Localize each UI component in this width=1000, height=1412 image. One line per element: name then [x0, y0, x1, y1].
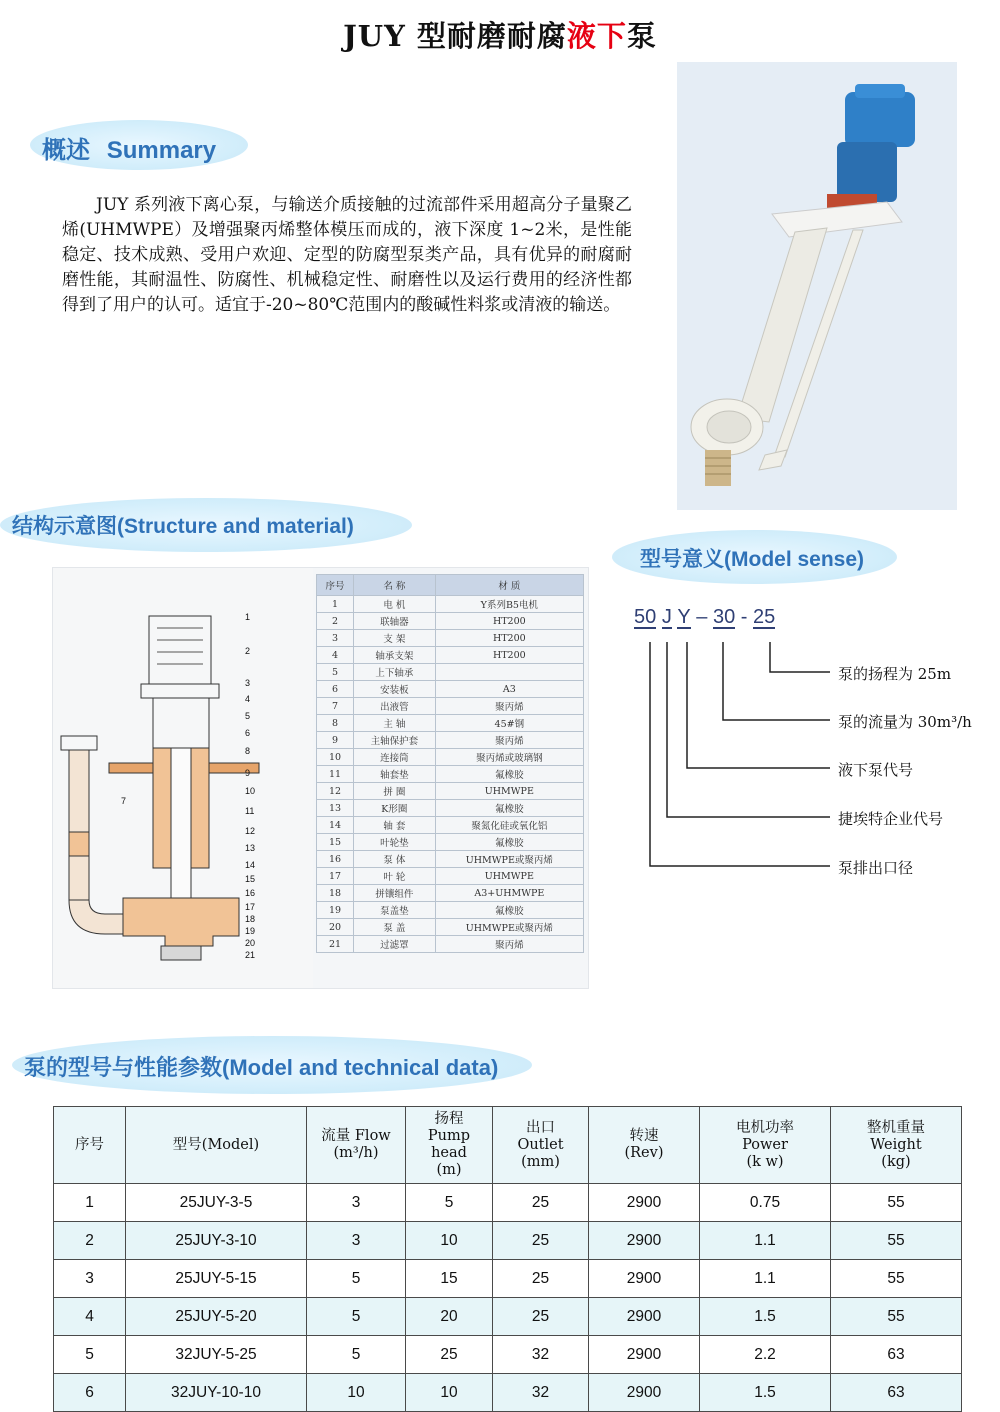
cell-head: 15	[406, 1260, 493, 1298]
cell-flow: 3	[307, 1184, 406, 1222]
part-no: 5	[317, 664, 354, 681]
model-sense-head: 泵的扬程为 25m	[838, 665, 952, 683]
part-no: 4	[317, 647, 354, 664]
cell-flow: 5	[307, 1298, 406, 1336]
tech-header-row	[54, 1107, 962, 1184]
model-sense-heading-en: (Model sense)	[724, 548, 865, 571]
callout-label: 3	[245, 678, 251, 688]
part-material: 聚氮化硅或氧化铝	[435, 817, 583, 834]
cell-no: 6	[54, 1374, 126, 1412]
parts-row	[317, 732, 584, 749]
header-outlet	[493, 1107, 589, 1184]
part-material: UHMWPE	[435, 783, 583, 800]
cell-rev: 2900	[589, 1260, 700, 1298]
parts-row	[317, 613, 584, 630]
header-flow	[307, 1107, 406, 1184]
cell-flow: 3	[307, 1222, 406, 1260]
cell-weight: 55	[831, 1260, 962, 1298]
part-name: 轴 套	[354, 817, 436, 834]
cell-model: 25JUY-5-15	[126, 1260, 307, 1298]
cell-head: 10	[406, 1374, 493, 1412]
cell-power: 1.1	[700, 1222, 831, 1260]
callout-label: 19	[245, 926, 256, 936]
callout-label: 11	[245, 806, 255, 816]
structure-heading	[12, 510, 354, 540]
header-line: Weight	[870, 1136, 922, 1153]
callout-label: 12	[245, 826, 256, 836]
part-no: 9	[317, 732, 354, 749]
part-material: 聚丙烯	[435, 732, 583, 749]
part-no: 14	[317, 817, 354, 834]
pump-cross-section	[53, 568, 313, 988]
cell-model: 25JUY-3-10	[126, 1222, 307, 1260]
part-no: 8	[317, 715, 354, 732]
part-no: 18	[317, 885, 354, 902]
part-material: HT200	[435, 613, 583, 630]
parts-row	[317, 681, 584, 698]
cell-outlet: 25	[493, 1184, 589, 1222]
cell-head: 5	[406, 1184, 493, 1222]
cell-head: 25	[406, 1336, 493, 1374]
summary-heading-en: Summary	[106, 137, 217, 164]
cell-no: 2	[54, 1222, 126, 1260]
part-name: 泵盖垫	[354, 902, 436, 919]
cell-no: 4	[54, 1298, 126, 1336]
header-weight	[831, 1107, 962, 1184]
parts-row	[317, 817, 584, 834]
cell-rev: 2900	[589, 1184, 700, 1222]
cell-rev: 2900	[589, 1222, 700, 1260]
part-material: UHMWPE	[435, 868, 583, 885]
header-line: 扬程	[434, 1111, 464, 1127]
part-material: A3+UHMWPE	[435, 885, 583, 902]
part-name: 轴承支架	[354, 647, 436, 664]
parts-row	[317, 783, 584, 800]
parts-header-no: 序号	[317, 575, 354, 596]
cell-rev: 2900	[589, 1374, 700, 1412]
callout-label: 17	[245, 902, 256, 912]
cell-model: 25JUY-3-5	[126, 1184, 307, 1222]
parts-row	[317, 902, 584, 919]
part-material: 45#钢	[435, 715, 583, 732]
structure-heading-en: (Structure and material)	[117, 515, 354, 538]
header-line: 整机重量	[867, 1119, 925, 1136]
part-material: Y系列B5电机	[435, 596, 583, 613]
model-sense-flow: 泵的流量为 30m³/h	[838, 713, 972, 731]
cell-outlet: 25	[493, 1260, 589, 1298]
cell-outlet: 32	[493, 1336, 589, 1374]
part-no: 19	[317, 902, 354, 919]
model-sense-heading-cn: 型号意义	[640, 546, 724, 571]
cell-weight: 55	[831, 1184, 962, 1222]
part-no: 17	[317, 868, 354, 885]
parts-row	[317, 919, 584, 936]
header-head	[406, 1107, 493, 1184]
part-name: 电 机	[354, 596, 436, 613]
tech-table	[53, 1106, 962, 1412]
part-name: 上下轴承	[354, 664, 436, 681]
title-prefix: JUY 型耐磨耐腐	[343, 19, 567, 53]
model-sense-connectors	[630, 630, 840, 880]
header-line: 电机功率	[736, 1119, 794, 1136]
cell-flow: 5	[307, 1260, 406, 1298]
summary-paragraph: JUY 系列液下离心泵，与输送介质接触的过流部件采用超高分子量聚乙烯(UHMWPE）及增强聚丙烯整体模压而成的，液下深度 1~2米，是性能稳定、技术成熟、受用户欢迎、定型的防腐型泵类产品，具有优异的耐腐耐磨性能，其耐温性、防腐性、机械稳定性、耐磨性以及运行费用的经济性都得到了用户的认可。适宜于-20~80℃范围内的酸碱性料浆或清液的输送。	[62, 195, 632, 315]
code-head: 25	[753, 606, 776, 628]
title-red: 液下	[566, 19, 627, 53]
parts-row	[317, 868, 584, 885]
product-photo	[677, 62, 957, 510]
cell-weight: 63	[831, 1374, 962, 1412]
part-material: 聚丙烯	[435, 698, 583, 715]
title-suffix: 泵	[626, 19, 657, 53]
parts-row	[317, 664, 584, 681]
callout-label: 8	[245, 746, 251, 756]
part-name: 拼镶组件	[354, 885, 436, 902]
callout-label: 1	[245, 612, 251, 622]
header-line: (Rev)	[624, 1145, 664, 1161]
structure-diagram	[52, 567, 589, 989]
part-name: 出液管	[354, 698, 436, 715]
cell-model: 25JUY-5-20	[126, 1298, 307, 1336]
structure-heading-cn: 结构示意图	[12, 513, 117, 538]
part-no: 21	[317, 936, 354, 953]
callout-label: 9	[245, 768, 251, 778]
part-name: 安装板	[354, 681, 436, 698]
parts-row	[317, 749, 584, 766]
cell-weight: 55	[831, 1298, 962, 1336]
part-no: 6	[317, 681, 354, 698]
part-name: 泵 盖	[354, 919, 436, 936]
cell-no: 1	[54, 1184, 126, 1222]
part-no: 1	[317, 596, 354, 613]
part-material: A3	[435, 681, 583, 698]
callout-label: 4	[245, 694, 251, 704]
part-no: 16	[317, 851, 354, 868]
model-sense-company-code: 捷埃特企业代号	[838, 810, 944, 828]
cell-flow: 10	[307, 1374, 406, 1412]
part-no: 7	[317, 698, 354, 715]
callout-label: 14	[245, 860, 256, 870]
header-line: Power	[742, 1136, 788, 1153]
code-flow: 30	[712, 606, 736, 628]
callout-label: 20	[245, 938, 256, 948]
callout-label: 5	[245, 711, 251, 721]
tech-row	[54, 1222, 962, 1260]
part-material: 氟橡胶	[435, 800, 583, 817]
part-material: 聚丙烯	[435, 936, 583, 953]
callout-label: 10	[245, 786, 256, 796]
tech-row	[54, 1260, 962, 1298]
cell-model: 32JUY-10-10	[126, 1374, 307, 1412]
header-line: (m)	[436, 1162, 462, 1178]
part-name: 主 轴	[354, 715, 436, 732]
part-name: 主轴保护套	[354, 732, 436, 749]
cell-outlet: 32	[493, 1374, 589, 1412]
parts-row	[317, 715, 584, 732]
cell-power: 1.5	[700, 1298, 831, 1336]
tech-row	[54, 1336, 962, 1374]
header-line: (m³/h)	[333, 1145, 379, 1161]
header-model	[126, 1107, 307, 1184]
header-line: 流量 Flow	[321, 1128, 391, 1144]
header-line: head	[431, 1145, 467, 1161]
callout-label: 21	[245, 950, 256, 960]
parts-header-row	[317, 575, 584, 596]
model-sense-heading	[640, 543, 864, 573]
parts-row	[317, 647, 584, 664]
part-name: 叶 轮	[354, 868, 436, 885]
parts-row	[317, 936, 584, 953]
header-line: (mm)	[521, 1153, 560, 1170]
cell-power: 0.75	[700, 1184, 831, 1222]
part-material: 氟橡胶	[435, 766, 583, 783]
tech-row	[54, 1298, 962, 1336]
header-line: 型号(Model)	[172, 1136, 260, 1153]
code-dash: -	[740, 606, 748, 628]
cell-weight: 63	[831, 1336, 962, 1374]
part-material: 氟橡胶	[435, 902, 583, 919]
part-no: 13	[317, 800, 354, 817]
parts-row	[317, 698, 584, 715]
pump-illustration	[677, 62, 957, 510]
code-pump-type: Y	[677, 606, 691, 628]
part-name: 拼 圈	[354, 783, 436, 800]
part-name: 过滤罩	[354, 936, 436, 953]
part-name: 支 架	[354, 630, 436, 647]
cell-power: 2.2	[700, 1336, 831, 1374]
part-no: 3	[317, 630, 354, 647]
tech-heading	[24, 1051, 498, 1082]
cell-weight: 55	[831, 1222, 962, 1260]
part-material: HT200	[435, 647, 583, 664]
part-no: 10	[317, 749, 354, 766]
header-line: Outlet	[517, 1136, 564, 1153]
header-line: 序号	[75, 1136, 104, 1153]
page-title	[0, 14, 1000, 55]
cell-outlet: 25	[493, 1222, 589, 1260]
cell-outlet: 25	[493, 1298, 589, 1336]
callout-label: 16	[245, 888, 256, 898]
model-code	[634, 606, 775, 629]
code-company: J	[661, 606, 672, 628]
tech-row	[54, 1374, 962, 1412]
part-name: 连接筒	[354, 749, 436, 766]
parts-row	[317, 885, 584, 902]
parts-table	[316, 574, 584, 953]
cell-power: 1.5	[700, 1374, 831, 1412]
summary-heading-cn: 概述	[42, 135, 90, 164]
cell-model: 32JUY-5-25	[126, 1336, 307, 1374]
tech-heading-en: (Model and technical data)	[222, 1055, 499, 1080]
summary-heading	[42, 130, 216, 165]
callout-label: 13	[245, 843, 256, 853]
part-name: 轴套垫	[354, 766, 436, 783]
code-outlet-diameter: 50	[634, 606, 657, 628]
part-material: UHMWPE或聚丙烯	[435, 919, 583, 936]
callout-label: 2	[245, 646, 251, 656]
tech-heading-cn: 泵的型号与性能参数	[24, 1055, 223, 1081]
cell-rev: 2900	[589, 1298, 700, 1336]
tech-row	[54, 1184, 962, 1222]
part-name: 联轴器	[354, 613, 436, 630]
header-line: (kg)	[881, 1153, 911, 1170]
part-material: HT200	[435, 630, 583, 647]
header-rev	[589, 1107, 700, 1184]
cell-rev: 2900	[589, 1336, 700, 1374]
part-no: 2	[317, 613, 354, 630]
cell-head: 10	[406, 1222, 493, 1260]
parts-row	[317, 851, 584, 868]
part-material: UHMWPE或聚丙烯	[435, 851, 583, 868]
callout-label: 18	[245, 914, 256, 924]
parts-row	[317, 834, 584, 851]
part-no: 20	[317, 919, 354, 936]
parts-header-name: 名 称	[354, 575, 436, 596]
part-name: 叶轮垫	[354, 834, 436, 851]
header-no	[54, 1107, 126, 1184]
header-line: Pump	[427, 1128, 471, 1144]
callout-label: 6	[245, 728, 251, 738]
cell-power: 1.1	[700, 1260, 831, 1298]
cell-flow: 5	[307, 1336, 406, 1374]
cell-head: 20	[406, 1298, 493, 1336]
part-material: 聚丙烯或玻璃钢	[435, 749, 583, 766]
header-line: 出口	[526, 1119, 555, 1136]
parts-row	[317, 766, 584, 783]
parts-row	[317, 800, 584, 817]
cross-section-drawing	[53, 568, 313, 988]
header-line: (k w)	[746, 1153, 784, 1170]
part-material	[435, 664, 583, 681]
part-no: 15	[317, 834, 354, 851]
parts-row	[317, 596, 584, 613]
header-power	[700, 1107, 831, 1184]
parts-header-material: 材 质	[435, 575, 583, 596]
parts-row	[317, 630, 584, 647]
cell-no: 5	[54, 1336, 126, 1374]
part-no: 12	[317, 783, 354, 800]
part-name: K形圈	[354, 800, 436, 817]
part-name: 泵 体	[354, 851, 436, 868]
cell-no: 3	[54, 1260, 126, 1298]
model-sense-pump-code: 液下泵代号	[838, 761, 914, 779]
callout-label: 15	[245, 874, 256, 884]
code-dash: –	[696, 606, 708, 628]
callout-label: 7	[121, 796, 127, 806]
part-no: 11	[317, 766, 354, 783]
part-material: 氟橡胶	[435, 834, 583, 851]
header-line: 转速	[629, 1128, 659, 1144]
model-sense-outlet: 泵排出口径	[838, 859, 914, 877]
